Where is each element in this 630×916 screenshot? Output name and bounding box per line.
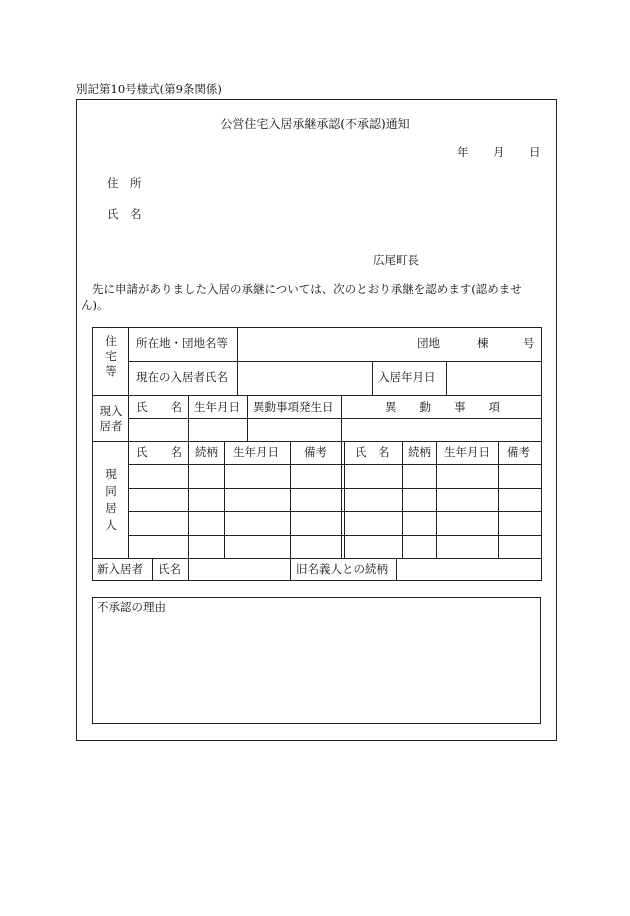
co-left-birth-header: 生年月日 (233, 445, 279, 459)
body-text-line1: 先に申請がありました入居の承継については、次のとおり承継を認めます(認めませ (92, 282, 522, 296)
co-right-name-header: 氏 名 (355, 445, 390, 459)
form-title: 公営住宅入居承継承認(不承認)通知 (220, 117, 410, 131)
move-in-date-label: 入居年月日 (378, 370, 436, 384)
danchi-label: 団地 (417, 336, 440, 350)
cr-change-date-header: 異動事項発生日 (253, 400, 334, 414)
rejection-reason-label: 不承認の理由 (97, 600, 166, 614)
new-resident-relation-label: 旧名義人との続柄 (296, 562, 388, 576)
form-label: 別記第10号様式(第9条関係) (76, 82, 222, 96)
date-year-label: 年 (457, 145, 469, 159)
co-right-birth-header: 生年月日 (444, 445, 490, 459)
rejection-reason-box (92, 597, 541, 724)
tou-label: 棟 (477, 336, 489, 350)
cr-name-header: 氏 名 (136, 400, 182, 414)
date-month-label: 月 (493, 145, 505, 159)
date-day-label: 日 (529, 145, 541, 159)
co-right-relation-header: 続柄 (408, 445, 431, 459)
cohabitants-section-label: 現 同 居 人 (105, 467, 117, 532)
name-label: 氏 名 (107, 207, 142, 221)
gou-label: 号 (523, 336, 535, 350)
new-resident-name-label: 氏名 (158, 562, 181, 576)
current-resident-name-label: 現在の入居者氏名 (136, 370, 228, 384)
current-resident-section-label: 現入 居者 (99, 404, 123, 433)
address-label: 住 所 (107, 176, 142, 190)
new-resident-label: 新入居者 (97, 562, 143, 576)
location-label: 所在地・団地名等 (136, 336, 228, 350)
co-left-relation-header: 続柄 (195, 445, 218, 459)
body-text-line2: ん)。 (81, 298, 109, 312)
housing-section-label: 住 宅 等 (105, 334, 117, 378)
co-right-notes-header: 備考 (507, 445, 530, 459)
issuer: 広尾町長 (373, 253, 419, 267)
cr-birth-header: 生年月日 (194, 400, 240, 414)
co-left-name-header: 氏 名 (136, 445, 182, 459)
cr-change-header: 異 動 事 項 (385, 400, 500, 414)
co-left-notes-header: 備考 (304, 445, 327, 459)
